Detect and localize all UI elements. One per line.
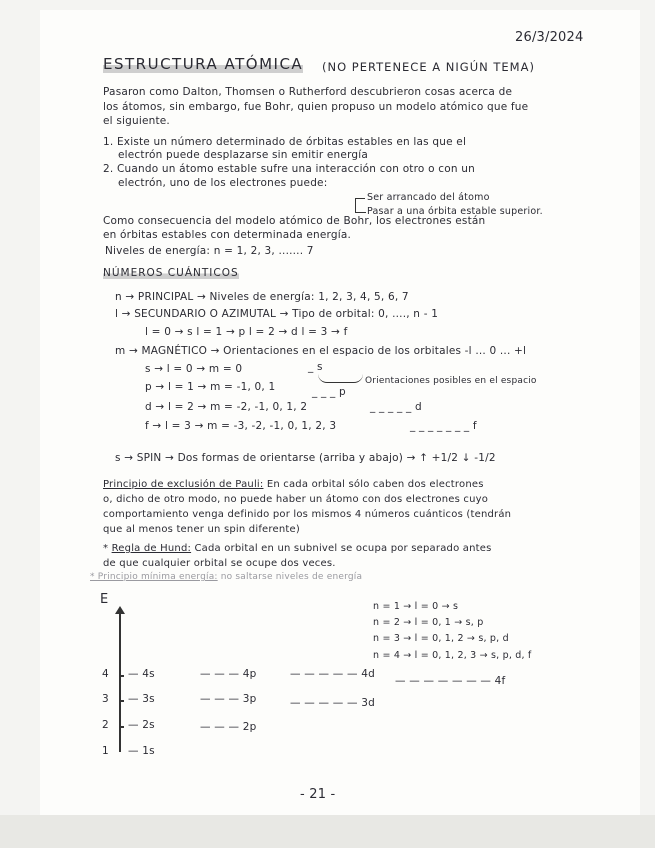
intro-line: Pasaron como Dalton, Thomsen o Rutherford descubrieron cosas acerca de: [103, 86, 513, 98]
m-row: s → l = 0 → m = 0: [145, 363, 243, 375]
diagram-note: n = 3 → l = 0, 1, 2 → s, p, d: [373, 633, 509, 644]
quantum-heading: NÚMEROS CUÁNTICOS: [103, 267, 239, 279]
axis-tick: [119, 726, 124, 728]
orbital-3s: — 3s: [128, 693, 155, 705]
consequence-line: en órbitas estables con determinada energía.: [103, 229, 352, 241]
page-number: - 21 -: [300, 787, 336, 802]
consequence-line: Como consecuencia del modelo atómico de Bohr, los electrones están: [103, 215, 486, 227]
diagram-note: n = 4 → l = 0, 1, 2, 3 → s, p, d, f: [373, 650, 532, 661]
hund-rule: * Regla de Hund: Cada orbital en un subnivel se ocupa por separado antes: [103, 543, 492, 554]
orbital-4f: — — — — — — — 4f: [395, 675, 506, 687]
min-energy-text: no saltarse niveles de energía: [217, 572, 363, 582]
level-label: 4: [102, 668, 109, 680]
branch-item: Pasar a una órbita estable superior.: [367, 206, 543, 217]
m-row: p → l = 1 → m = -1, 0, 1: [145, 381, 276, 393]
orbital-4s: — 4s: [128, 668, 155, 680]
orbital-3p: — — — 3p: [200, 693, 257, 705]
title-note: (NO PERTENECE A NIGÚN TEMA): [322, 60, 535, 74]
connector-curve: [318, 374, 363, 383]
pauli-line: o, dicho de otro modo, no puede haber un átomo con dos electrones cuyo: [103, 494, 489, 505]
axis-tick: [119, 675, 124, 677]
hund-line: de que cualquier orbital se ocupe dos veces.: [103, 558, 336, 569]
orbital-1s: — 1s: [128, 745, 155, 757]
min-energy-principle: [90, 572, 362, 582]
quantum-m: m → MAGNÉTICO → Orientaciones en el espacio de los orbitales -l ... 0 ... +l: [115, 345, 527, 357]
intro-line: los átomos, sin embargo, fue Bohr, quien propuso un modelo atómico que fue: [103, 101, 529, 113]
branch-item: Ser arrancado del átomo: [367, 192, 490, 203]
quantum-l: l → SECUNDARIO O AZIMUTAL → Tipo de orbital: 0, ...., n - 1: [115, 308, 439, 320]
postulate-2: 2. Cuando un átomo estable sufre una interacción con otro o con un: [103, 163, 475, 175]
m-mark: _ _ _ _ _ d: [370, 401, 422, 413]
level-label: 3: [102, 693, 109, 705]
branch-bracket: [355, 198, 365, 199]
m-row: d → l = 2 → m = -2, -1, 0, 1, 2: [145, 401, 308, 413]
quantum-n: n → PRINCIPAL → Niveles de energía: 1, 2, 3, 4, 5, 6, 7: [115, 291, 409, 303]
pauli-text: En cada orbital sólo caben dos electrones: [263, 479, 484, 490]
axis-label: E: [100, 592, 109, 607]
energy-levels: Niveles de energía: n = 1, 2, 3, ....... 7: [105, 245, 314, 257]
orbital-3d: — — — — — 3d: [290, 697, 375, 709]
postulate-1: 1. Existe un número determinado de órbitas estables en las que el: [103, 136, 467, 148]
hund-text: Cada orbital en un subnivel se ocupa por separado antes: [191, 543, 492, 554]
orbital-4d: — — — — — 4d: [290, 668, 375, 680]
min-energy-label: * Principio mínima energía:: [90, 572, 218, 582]
page-edge: [0, 815, 655, 848]
page-title: ESTRUCTURA ATÓMICA: [103, 55, 304, 73]
hund-label: Regla de Hund:: [111, 543, 192, 554]
postulate-2-cont: electrón, uno de los electrones puede:: [118, 177, 328, 189]
branch-bracket: [355, 198, 366, 213]
axis-tick: [119, 700, 124, 702]
orbital-4p: — — — 4p: [200, 668, 257, 680]
pauli-principle: [103, 479, 484, 490]
quantum-l-values: l = 0 → s l = 1 → p l = 2 → d l = 3 → f: [145, 326, 348, 338]
level-label: 2: [102, 719, 109, 731]
postulate-1-cont: electrón puede desplazarse sin emitir energía: [118, 149, 369, 161]
pauli-line: comportamiento venga definido por los mismos 4 números cuánticos (tendrán: [103, 509, 512, 520]
m-note: Orientaciones posibles en el espacio: [365, 376, 537, 386]
orbital-2s: — 2s: [128, 719, 155, 731]
level-label: 1: [102, 745, 109, 757]
m-row: f → l = 3 → m = -3, -2, -1, 0, 1, 2, 3: [145, 420, 337, 432]
m-mark: _ s: [308, 361, 323, 373]
quantum-s: s → SPIN → Dos formas de orientarse (arriba y abajo) → ↑ +1/2 ↓ -1/2: [115, 452, 496, 464]
orbital-2p: — — — 2p: [200, 721, 257, 733]
pauli-line: que al menos tener un spin diferente): [103, 524, 300, 535]
intro-line: el siguiente.: [103, 115, 170, 127]
diagram-note: n = 2 → l = 0, 1 → s, p: [373, 617, 484, 628]
pauli-label: Principio de exclusión de Pauli:: [103, 479, 264, 490]
date: 26/3/2024: [515, 30, 584, 45]
m-mark: _ _ _ _ _ _ _ f: [410, 420, 477, 432]
m-mark: _ _ _ p: [312, 386, 346, 398]
energy-axis: [119, 612, 121, 752]
diagram-note: n = 1 → l = 0 → s: [373, 601, 459, 612]
